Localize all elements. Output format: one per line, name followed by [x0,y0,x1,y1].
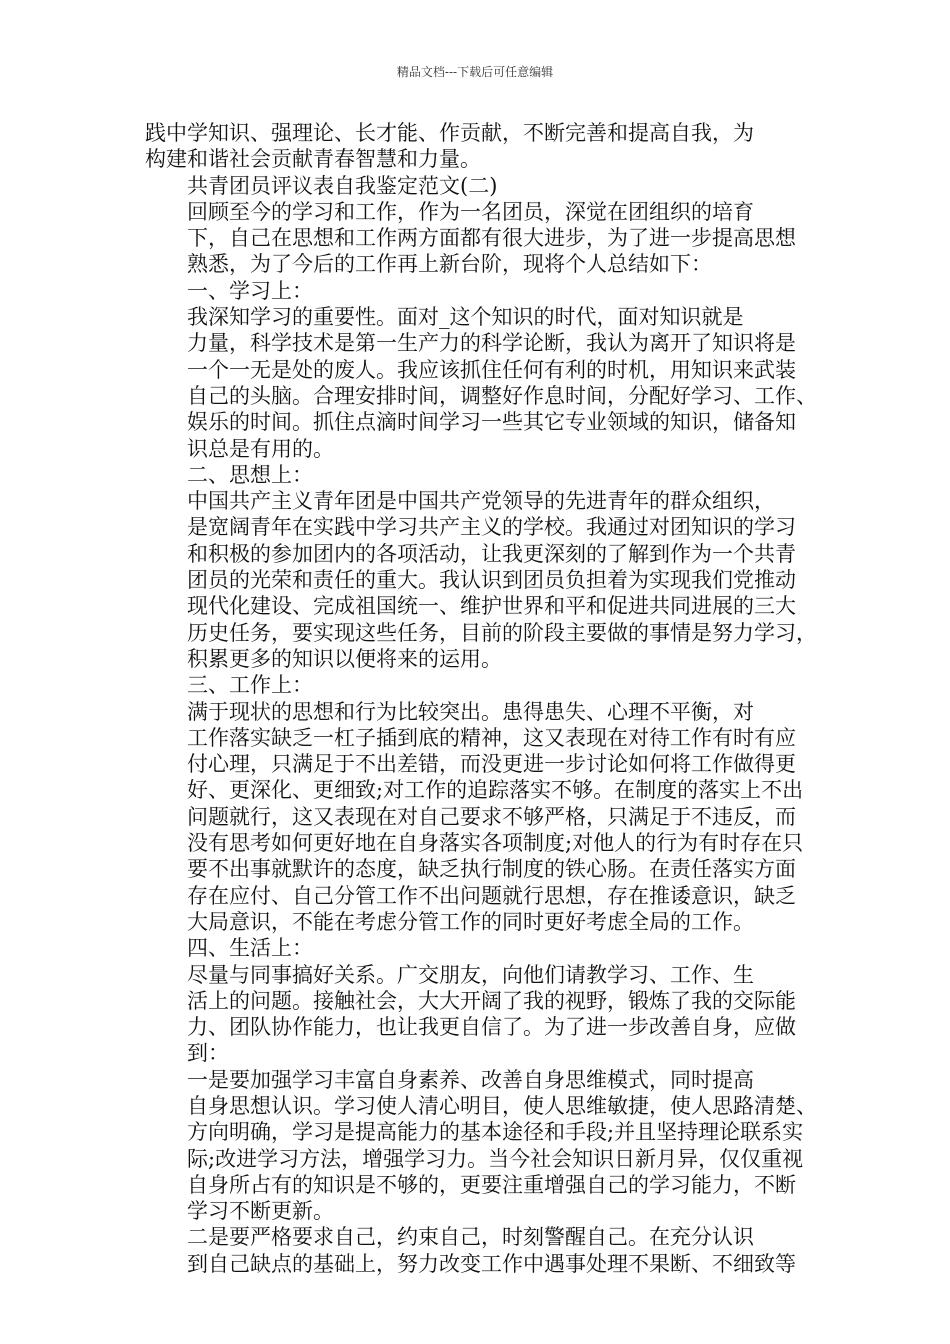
text-line: 团员的光荣和责任的重大。我认识到团员负担着为实现我们党推动 [187,568,796,593]
text-line: 回顾至今的学习和工作，作为一名团员，深觉在团组织的培育 [187,199,754,224]
paragraph [145,488,817,672]
text-line: 构建和谐社会贡献青春智慧和力量。 [145,147,481,172]
text-line: 工作落实缺乏一杠子插到底的精神，这又表现在对待工作有时有应 [187,725,796,750]
text-line: 熟悉，为了今后的工作再上新台阶，现将个人总结如下： [187,252,712,277]
text-line: 方向明确，学习是提高能力的基本途径和手段;并且坚持理论联系实 [187,1120,804,1145]
paragraph [145,1224,810,1277]
text-line: 自身所占有的知识是不够的，更要注重增强自己的学习能力，不断 [187,1172,796,1197]
document-body [145,120,817,1277]
text-line: 积累更多的知识以便将来的运用。 [187,646,502,671]
text-line: 问题就行，这又表现在对自己要求不够严格，只满足于不违反，而 [187,804,796,829]
text-line: 到自己缺点的基础上，努力改变工作中遇事处理不果断、不细致等 [187,1251,796,1276]
text-line: 自身思想认识。学习使人清心明目，使人思维敏捷，使人思路清楚、 [187,1093,817,1118]
text-line: 娱乐的时间。抓住点滴时间学习一些其它专业领域的知识，储备知 [187,410,796,435]
paragraph [145,1067,817,1225]
text-line: 满于现状的思想和行为比较突出。患得患失、心理不平衡，对 [187,699,754,724]
text-line: 要不出事就默许的态度，缺乏执行制度的铁心肠。在责任落实方面 [187,857,796,882]
text-line: 存在应付、自己分管工作不出问题就行思想，存在推诿意识，缺乏 [187,883,796,908]
text-line: 没有思考如何更好地在自身落实各项制度;对他人的行为有时存在只 [187,831,804,856]
text-line: 共青团员评议表自我鉴定范文(二) [187,173,498,198]
text-line: 下，自己在思想和工作两方面都有很大进步，为了进一步提高思想 [187,226,796,251]
paragraph [145,699,810,936]
text-line: 历史任务，要实现这些任务，目前的阶段主要做的事情是努力学习， [187,620,817,645]
text-line: 和积极的参加团内的各项活动，让我更深刻的了解到作为一个共青 [187,541,796,566]
text-line: 自己的头脑。合理安排时间，调整好作息时间，分配好学习、工作、 [187,383,817,408]
paragraph [145,962,810,1067]
text-line: 好、更深化、更细致;对工作的追踪落实不够。在制度的落实上不出 [187,778,804,803]
text-line: 到： [187,1041,229,1066]
text-line: 是宽阔青年在实践中学习共产主义的学校。我通过对团知识的学习 [187,515,796,540]
text-line: 四、生活上： [187,936,313,961]
text-line: 一、学习上： [187,278,313,303]
page-header: 精品文档---下载后可任意编辑 [396,65,554,79]
text-line: 力量，科学技术是第一生产力的科学论断，我认为离开了知识将是 [187,331,796,356]
text-line: 二、思想上： [187,462,313,487]
text-line: 识总是有用的。 [187,436,334,461]
text-line: 力、团队协作能力，也让我更自信了。为了进一步改善自身，应做 [187,1015,796,1040]
text-line: 学习不断更新。 [187,1199,334,1224]
paragraph [145,672,810,698]
text-line: 大局意识，不能在考虑分管工作的同时更好考虑全局的工作。 [187,909,754,934]
text-line: 一是要加强学习丰富自身素养、改善自身思维模式，同时提高 [187,1067,754,1092]
text-line: 活上的问题。接触社会，大大开阔了我的视野，锻炼了我的交际能 [187,988,796,1013]
text-line: 尽量与同事搞好关系。广交朋友，向他们请教学习、工作、生 [187,962,754,987]
text-line: 二是要严格要求自己，约束自己，时刻警醒自己。在充分认识 [187,1225,754,1250]
text-line: 践中学知识、强理论、长才能、作贡献，不断完善和提高自我，为 [145,121,754,145]
paragraph [145,278,810,304]
paragraph [145,199,810,278]
text-line: 中国共产主义青年团是中国共产党领导的先进青年的群众组织， [187,489,775,514]
text-line: 付心理，只满足于不出差错，而没更进一步讨论如何将工作做得更 [187,752,796,777]
text-line: 我深知学习的重要性。面对_这个知识的时代，面对知识就是 [187,305,744,330]
paragraph [145,120,810,173]
paragraph [145,304,817,462]
text-line: 际;改进学习方法，增强学习力。当今社会知识日新月异，仅仅重视 [187,1146,804,1171]
paragraph [145,462,810,488]
text-line: 三、工作上： [187,673,313,698]
text-line: 现代化建设、完成祖国统一、维护世界和平和促进共同进展的三大 [187,594,796,619]
paragraph [145,173,810,199]
text-line: 一个一无是处的废人。我应该抓住任何有利的时机，用知识来武装 [187,357,796,382]
paragraph [145,935,810,961]
